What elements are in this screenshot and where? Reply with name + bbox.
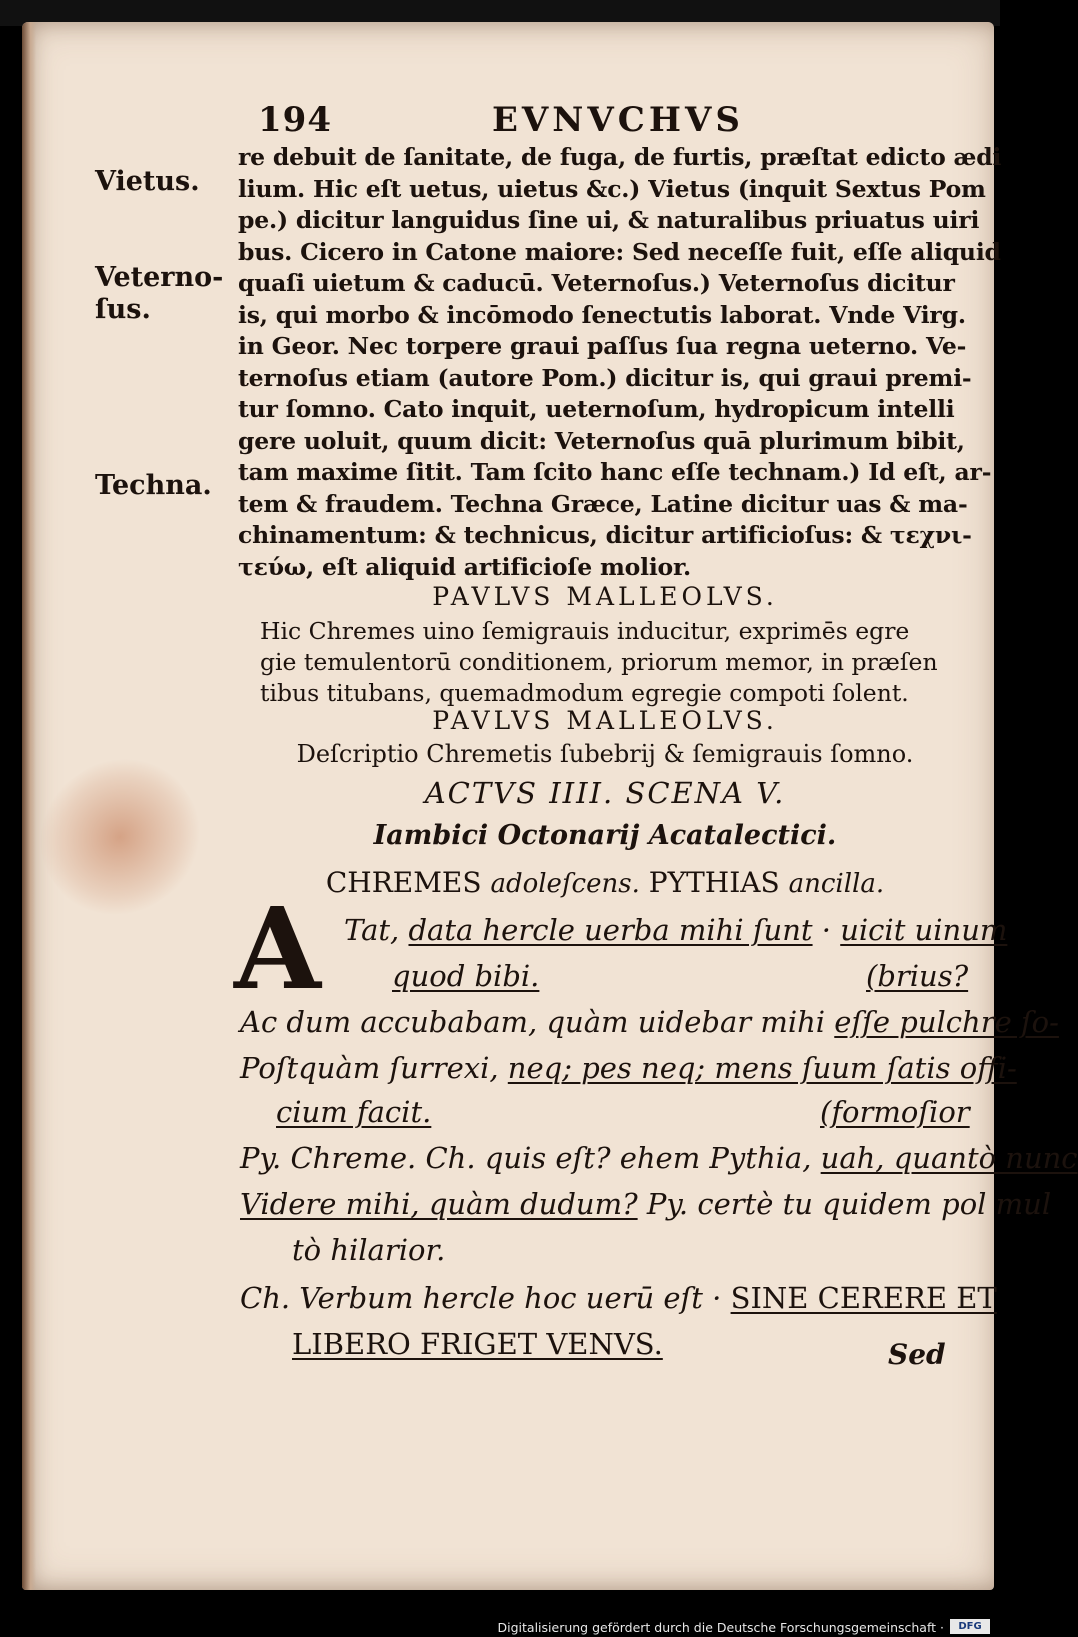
section-1-line: gie temulentorū conditionem, priorum memor, in præſen xyxy=(260,648,938,676)
commentary-line: tur ſomno. Cato inquit, ueternoſum, hydropicum intelli xyxy=(238,395,955,423)
verse-line-5: cium facit. xyxy=(276,1095,432,1129)
verse-line-8: tò hilarior. xyxy=(292,1233,446,1267)
verse-line-10: LIBERO FRIGET VENVS. xyxy=(292,1327,663,1361)
verse-line-9 xyxy=(240,1280,997,1316)
commentary-line: chinamentum: & technicus, dicitur artificioſus: & τεχνι- xyxy=(238,521,972,549)
margin-note-veternosus: Veterno- xyxy=(95,262,224,293)
verse-line-4 xyxy=(240,1050,1017,1086)
commentary-line: pe.) dicitur languidus ſine ui, & naturalibus priuatus uiri xyxy=(238,206,980,234)
commentary-line: tam maxime ſitit. Tam ſcito hanc eſſe technam.) Id eſt, ar- xyxy=(238,458,992,486)
cast-name-pythias: PYTHIAS xyxy=(648,866,780,899)
margin-note-vietus: Vietus. xyxy=(95,166,200,197)
verse-text-underlined: uah, quantò nunc xyxy=(820,1141,1078,1175)
dfg-logo-icon: DFG xyxy=(950,1619,990,1634)
commentary-line: gere uoluit, quum dicit: Veternoſus quā plurimum bibit, xyxy=(238,426,965,455)
cast-role-chremes: adoleſcens. xyxy=(490,869,640,899)
verse-text-underlined: (formoſior xyxy=(820,1095,970,1129)
verse-text-underlined: eſſe pulchre ſo- xyxy=(834,1005,1059,1039)
verse-text: Py. certè tu quidem pol mul xyxy=(637,1187,1052,1221)
funding-credit: Digitalisierung gefördert durch die Deutsche Forschungsgemeinschaft · xyxy=(497,1620,944,1635)
commentary-line: bus. Cicero in Catone maiore: Sed neceſſe fuit, eſſe aliquid xyxy=(238,237,1001,266)
verse-text: Tat, xyxy=(344,913,409,947)
verse-text-underlined: SINE CERERE ET xyxy=(730,1281,997,1315)
verse-text-underlined: data hercle uerba mihi ſunt xyxy=(408,913,813,947)
section-1-line: tibus titubans, quemadmodum egregie compoti ſolent. xyxy=(260,679,909,707)
drop-capital: A xyxy=(234,884,321,1015)
commentary-line: quaſi uietum & caducū. Veternoſus.) Veternoſus dicitur xyxy=(238,269,955,297)
verse-text: Ch. Verbum hercle hoc uerū eſt · xyxy=(240,1281,731,1315)
catchword: Sed xyxy=(888,1338,946,1371)
section-author-1: PAVLVS MALLEOLVS. xyxy=(432,582,778,611)
commentary-line: tem & fraudem. Techna Græce, Latine dicitur uas & ma- xyxy=(238,489,968,518)
verse-line-7 xyxy=(240,1186,1051,1222)
commentary-line: re debuit de ſanitate, de fuga, de furtis, præſtat edicto ædi xyxy=(238,143,1002,171)
verse-text-underlined: neq; pes neq; mens ſuum ſatis offi- xyxy=(507,1051,1017,1085)
commentary-line: τεύω, eſt aliquid artificioſe molior. xyxy=(238,552,692,581)
verse-line-5-turnover xyxy=(820,1094,970,1130)
verse-text-underlined: Videre mihi, quàm dudum? xyxy=(240,1187,638,1221)
section-2-line: Deſcriptio Chremetis ſubebrij & ſemigrauis ſomno. xyxy=(296,740,914,768)
commentary-line: lium. Hic eſt uetus, uietus &c.) Vietus (inquit Sextus Pom xyxy=(238,174,986,203)
section-author-2: PAVLVS MALLEOLVS. xyxy=(432,706,778,735)
running-title: EVNVCHVS xyxy=(492,100,744,140)
section-1-line: Hic Chremes uino ſemigrauis inducitur, exprimēs egre xyxy=(260,617,910,645)
commentary-line: is, qui morbo & incōmodo ſenectutis laborat. Vnde Virg. xyxy=(238,300,966,329)
verse-text: Py. Chreme. Ch. quis eſt? ehem Pythia, xyxy=(240,1141,821,1175)
verse-line-2: quod bibi. xyxy=(392,959,540,993)
page-number: 194 xyxy=(258,100,332,140)
page-stain xyxy=(11,730,228,945)
verse-line-3 xyxy=(240,1004,1059,1040)
verse-text: Ac dum accubabam, quàm uidebar mihi xyxy=(240,1005,835,1039)
verse-text-underlined: uicit uinum xyxy=(840,913,1008,947)
verse-line-6 xyxy=(240,1140,1078,1176)
cast-name-chremes: CHREMES xyxy=(325,866,482,899)
commentary-line: ternoſus etiam (autore Pom.) dicitur is, qui graui premi- xyxy=(238,363,972,392)
verse-line-1 xyxy=(344,912,1007,948)
commentary-block xyxy=(238,142,1002,583)
margin-note-techna: Techna. xyxy=(95,470,212,501)
commentary-line: in Geor. Nec torpere graui paſſus ſua regna ueterno. Ve- xyxy=(238,332,967,360)
meter-heading: Iambici Octonarij Acatalectici. xyxy=(373,820,837,851)
cast-role-pythias: ancilla. xyxy=(788,869,885,899)
verse-text: · xyxy=(812,913,841,947)
verse-text: Poſtquàm ſurrexi, xyxy=(240,1051,508,1085)
margin-note-veternosus-cont: ſus. xyxy=(95,294,151,325)
act-heading: ACTVS IIII. SCENA V. xyxy=(424,776,786,810)
verse-text-underlined: (brius? xyxy=(866,959,969,993)
verse-line-2-turnover xyxy=(866,958,968,994)
cast-line xyxy=(240,866,970,899)
